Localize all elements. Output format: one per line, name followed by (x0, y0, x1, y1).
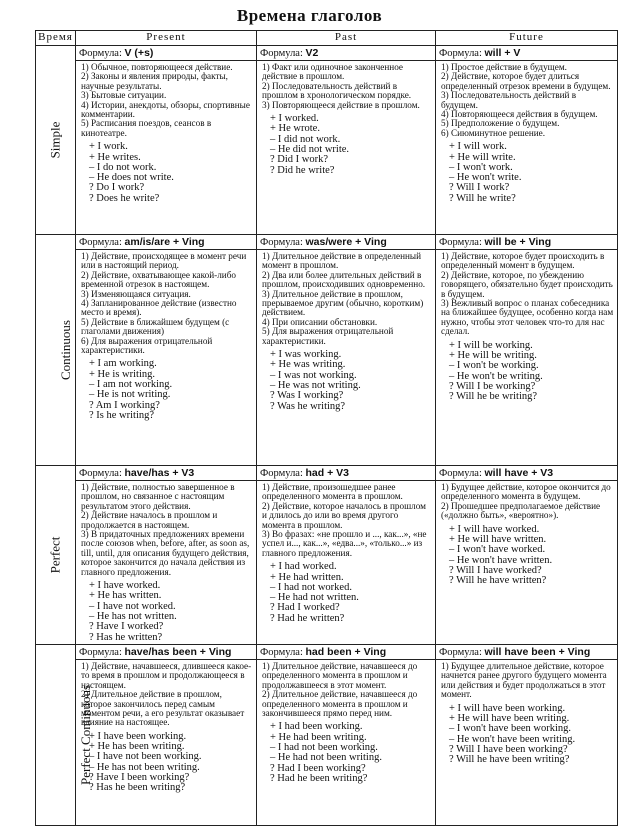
examples (439, 704, 614, 766)
example-line: ? Will he have been writing? (449, 754, 570, 766)
usage-rule: 2) Действие началось в прошлом и продолжается в настоящем. (81, 510, 218, 530)
example-line: + I had worked. (270, 561, 337, 573)
cell-present (76, 235, 257, 466)
example-line: + He had been writing. (270, 731, 367, 743)
usage-rule: 2) Длительное действие в прошлом, которое закончилось перед самым моментом речи, а его результат оказывает влияние на настоящее. (81, 689, 245, 728)
example-line: + He will have written. (449, 533, 547, 545)
formula-value: have/has been + Ving (124, 646, 232, 658)
formula-label: Формула: (439, 468, 482, 479)
example-line: + I worked. (270, 113, 319, 125)
usage-rule: 4) Запланированное действие (известно место и время). (81, 298, 237, 318)
formula (436, 646, 617, 660)
example-line: – I won't have worked. (449, 544, 546, 556)
example-line: ? Has he been writing? (89, 782, 186, 794)
example-line: – I did not work. (270, 133, 341, 145)
example-line: ? Was I working? (270, 390, 344, 402)
example-line: + He has written. (89, 590, 162, 602)
example-line: ? Had I been working? (270, 762, 366, 774)
example-line: ? Have I worked? (89, 621, 164, 633)
cell-future (436, 645, 618, 826)
header-present: Present (76, 31, 257, 46)
examples (260, 114, 432, 176)
usage-rule: 4) Повторяющееся действия в будущем. (441, 109, 598, 120)
example-line: ? Is he writing? (89, 409, 155, 421)
formula-value: will + V (484, 47, 521, 59)
example-line: + He had written. (270, 571, 344, 583)
examples (79, 142, 253, 204)
tense-row (36, 645, 618, 826)
formula-label: Формула: (439, 48, 482, 59)
example-line: ? Had he written? (270, 612, 345, 624)
example-line: ? Did I work? (270, 154, 329, 166)
examples (79, 359, 253, 421)
tense-label-cell (36, 235, 76, 466)
formula (436, 467, 617, 481)
tenses-table (35, 30, 618, 826)
example-line: – I was not working. (270, 369, 357, 381)
example-line: – I have not worked. (89, 600, 176, 612)
formula-label: Формула: (79, 237, 122, 248)
cell-past (257, 645, 436, 826)
usage-rule: 3) Вежливый вопрос о планах собеседника на ближайшее будущее, особенно когда нам нужно, чтобы этот человек что-то для нас сделал. (441, 298, 614, 337)
formula-value: V2 (305, 47, 319, 59)
usage-rule: 6) Сиюминутное решение. (441, 127, 546, 138)
usage-rule: 2) Законы и явления природы, факты, научные результаты. (81, 71, 228, 91)
example-line: ? Have I been working? (89, 772, 190, 784)
formula-label: Формула: (79, 468, 122, 479)
cell-present (76, 46, 257, 235)
tense-label: Perfect (47, 536, 63, 574)
example-line: ? Had he been writing? (270, 772, 368, 784)
example-line: – I won't work. (449, 161, 513, 173)
usage-rule: 4) Истории, анекдоты, обзоры, спортивные комментарии. (81, 99, 250, 120)
usage-rule: 3) Бытовые ситуации. (81, 90, 167, 101)
formula-label: Формула: (439, 237, 482, 248)
example-line: + I am working. (89, 358, 157, 370)
example-line: + I was working. (270, 349, 342, 361)
formula-value: will be + Ving (484, 236, 552, 248)
cell-present (76, 466, 257, 645)
example-line: ? Will he write? (449, 192, 516, 204)
example-line: + He will be writing. (449, 349, 537, 361)
example-line: – He won't have written. (449, 554, 553, 566)
example-line: – He has not been writing. (89, 761, 200, 773)
tense-row (36, 466, 618, 645)
formula-value: was/were + Ving (305, 236, 387, 248)
cell-future (436, 46, 618, 235)
usage-rule: 2) Действие, которое будет длиться определенный отрезок времени в будущем. (441, 71, 611, 91)
header-tense: Время (36, 31, 76, 46)
formula-value: am/is/are + Ving (124, 236, 205, 248)
example-line: – I do not work. (89, 161, 157, 173)
formula-value: V (+s) (124, 47, 154, 59)
example-line: – I had not been working. (270, 742, 378, 754)
formula-label: Формула: (260, 647, 303, 658)
usage-rule: 1) Простое действие в будущем. (441, 62, 567, 72)
example-line: + He writes. (89, 151, 141, 163)
usage-rule: 1) Обычное, повторяющееся действие. (81, 62, 233, 72)
tense-row (36, 235, 618, 466)
usage-rule: 2) Два или более длительных действий в прошлом, происходивших одновременно. (262, 269, 426, 290)
examples (260, 722, 432, 784)
formula (436, 236, 617, 250)
example-line: + I will have worked. (449, 523, 540, 535)
example-line: – He won't have been writing. (449, 733, 576, 745)
example-line: ? Am I working? (89, 399, 160, 411)
formula-value: had been + Ving (305, 646, 387, 658)
example-line: – I won't be working. (449, 360, 539, 372)
usage-rule: 5) Для выражения отрицательной характеристики. (262, 326, 394, 346)
usage-rule: 6) Для выражения отрицательной характеристики. (81, 335, 213, 356)
example-line: ? Was he writing? (270, 400, 346, 412)
example-line: – He won't write. (449, 172, 522, 184)
example-line: – He did not write. (270, 143, 350, 155)
usage-rule: 3) Повторяющееся действие в прошлом. (262, 99, 420, 110)
formula-label: Формула: (79, 48, 122, 59)
header-future: Future (436, 31, 618, 46)
usage-rule: 3) Изменяющаяся ситуация. (81, 288, 191, 299)
example-line: ? Had I worked? (270, 602, 340, 614)
usage-rule: 1) Действие, происходящее в момент речи или в настоящий период. (81, 251, 247, 271)
example-line: – He won't be writing. (449, 370, 543, 382)
header-past: Past (257, 31, 436, 46)
examples (79, 732, 253, 794)
usage-rule: 1) Длительное действие, начавшееся до определенного момента в прошлом и продолжавшееся в этот момент. (262, 661, 418, 690)
example-line: + He was writing. (270, 359, 346, 371)
example-line: – I am not working. (89, 379, 173, 391)
usage-rule: 1) Факт или одиночное законченное действие в прошлом. (262, 62, 403, 82)
example-line: + I had been working. (270, 721, 363, 733)
formula (76, 467, 256, 481)
usage-rule: 3) В придаточных предложениях времени после союзов when, before, after, as soon as, till, until, для описания будущего действия, которое закончится до начала действия из главного предложения. (81, 529, 250, 577)
usage-rule: 1) Действие, полностью завершенное в прошлом, но связанное с настоящим результатом этого действия. (81, 482, 235, 511)
usage-rule: 2) Действие, охватывающее какой-либо временной отрезок в настоящем. (81, 269, 236, 290)
example-line: ? Will I have worked? (449, 564, 542, 576)
usage-rule: 1) Длительное действие в определенный момент в прошлом. (262, 251, 422, 271)
example-line: ? Will I have been working? (449, 743, 568, 755)
usage-rule: 5) Расписания поездов, сеансов в кинотеатре. (81, 118, 212, 138)
usage-rule: 3) Во фразах: «не прошло и ..., как...», «не успел и..., как...», «едва...», «только...» из главного предложения. (262, 529, 427, 558)
formula-value: have/has + V3 (124, 467, 195, 479)
example-line: – He had not been writing. (270, 752, 382, 764)
cell-past (257, 235, 436, 466)
usage-rule: 2) Действие, которое началось в прошлом и длилось до или во время другого момента в прошлом. (262, 500, 426, 530)
examples (439, 142, 614, 204)
usage-rule: 5) Предположение о будущем. (441, 118, 560, 129)
header-row (36, 31, 618, 46)
usage-rule: 3) Длительное действие в прошлом, прерываемое другим (обычно, коротким) действием. (262, 288, 424, 318)
example-line: – I had not worked. (270, 581, 352, 593)
example-line: + I have worked. (89, 580, 161, 592)
cell-present (76, 645, 257, 826)
example-line: – He was not writing. (270, 379, 361, 391)
example-line: – He is not writing. (89, 389, 171, 401)
example-line: – He does not write. (89, 172, 174, 184)
example-line: ? Will he have written? (449, 575, 547, 587)
formula-label: Формула: (260, 48, 303, 59)
example-line: + He is writing. (89, 368, 155, 380)
example-line: + He has been writing. (89, 741, 185, 753)
examples (79, 581, 253, 643)
tense-label: Perfect Continuous (78, 684, 94, 786)
example-line: – I have not been working. (89, 751, 202, 763)
example-line: ? Does he write? (89, 192, 160, 204)
tense-row (36, 46, 618, 235)
usage-rule: 4) При описании обстановки. (262, 316, 378, 327)
cell-future (436, 235, 618, 466)
formula (257, 236, 435, 250)
examples (439, 525, 614, 587)
example-line: + He will have been writing. (449, 712, 570, 724)
example-line: + He will write. (449, 151, 516, 163)
usage-rule: 1) Действие, начавшееся, длившееся какое-то время в прошлом и продолжающееся в настоящем. (81, 661, 252, 690)
formula-label: Формула: (79, 647, 122, 658)
example-line: + He wrote. (270, 123, 320, 135)
usage-rule: 2) Последовательность действий в прошлом в хронологическом порядке. (262, 80, 412, 101)
tense-label: Simple (47, 121, 63, 159)
formula (257, 646, 435, 660)
formula (436, 47, 617, 61)
example-line: – He had not written. (270, 592, 359, 604)
tense-label-cell (36, 645, 94, 826)
example-line: + I will work. (449, 141, 507, 153)
tense-label: Continuous (57, 320, 73, 380)
cell-future (436, 466, 618, 645)
formula-value: will have been + Ving (484, 646, 591, 658)
usage-rule: 1) Действие, произошедшее ранее определенного момента в прошлом. (262, 482, 403, 502)
formula (76, 236, 256, 250)
usage-rule: 2) Прошедшее предполагаемое действие («должно быть», «вероятно»). (441, 500, 601, 521)
formula-label: Формула: (260, 237, 303, 248)
tense-label-cell (36, 466, 76, 645)
formula-label: Формула: (260, 468, 303, 479)
formula (76, 646, 256, 660)
cell-past (257, 46, 436, 235)
page-title: Времена глаголов (236, 6, 383, 25)
example-line: + I have been working. (89, 730, 187, 742)
usage-rule: 1) Действие, которое будет происходить в определенный момент в будущем. (441, 251, 605, 271)
usage-rule: 5) Действие в ближайшем будущем (с глаголами движения) (81, 316, 230, 337)
usage-rule: 2) Длительное действие, начавшееся до определенного момента в прошлом и закончившееся прямо перед ним. (262, 689, 418, 719)
usage-rule: 2) Действие, которое, по убеждению говорящего, обязательно будет происходить в будущем. (441, 269, 613, 299)
formula-value: will have + V3 (484, 467, 554, 479)
example-line: + I work. (89, 141, 128, 153)
formula-label: Формула: (439, 647, 482, 658)
cell-past (257, 466, 436, 645)
example-line: ? Did he write? (270, 164, 335, 176)
formula (257, 47, 435, 61)
example-line: ? Will he be writing? (449, 391, 538, 403)
examples (260, 350, 432, 412)
example-line: – I won't have been working. (449, 723, 572, 735)
formula (257, 467, 435, 481)
example-line: ? Do I work? (89, 182, 145, 194)
formula-value: had + V3 (305, 467, 349, 479)
usage-rule: 3) Последовательность действий в будущем. (441, 90, 577, 110)
formula (76, 47, 256, 61)
tense-label-cell (36, 46, 76, 235)
example-line: + I will be working. (449, 339, 533, 351)
examples (439, 341, 614, 403)
example-line: ? Has he written? (89, 631, 163, 643)
example-line: – He has not written. (89, 610, 177, 622)
usage-rule: 1) Будущее длительное действие, которое начнется ранее другого будущего момента или действия и будет продолжаться в этот момент. (441, 661, 607, 700)
example-line: ? Will I work? (449, 182, 510, 194)
example-line: + I will have been working. (449, 702, 566, 714)
usage-rule: 1) Будущее действие, которое окончится до определенного момента в будущем. (441, 482, 611, 502)
examples (260, 562, 432, 624)
example-line: ? Will I be working? (449, 380, 536, 392)
